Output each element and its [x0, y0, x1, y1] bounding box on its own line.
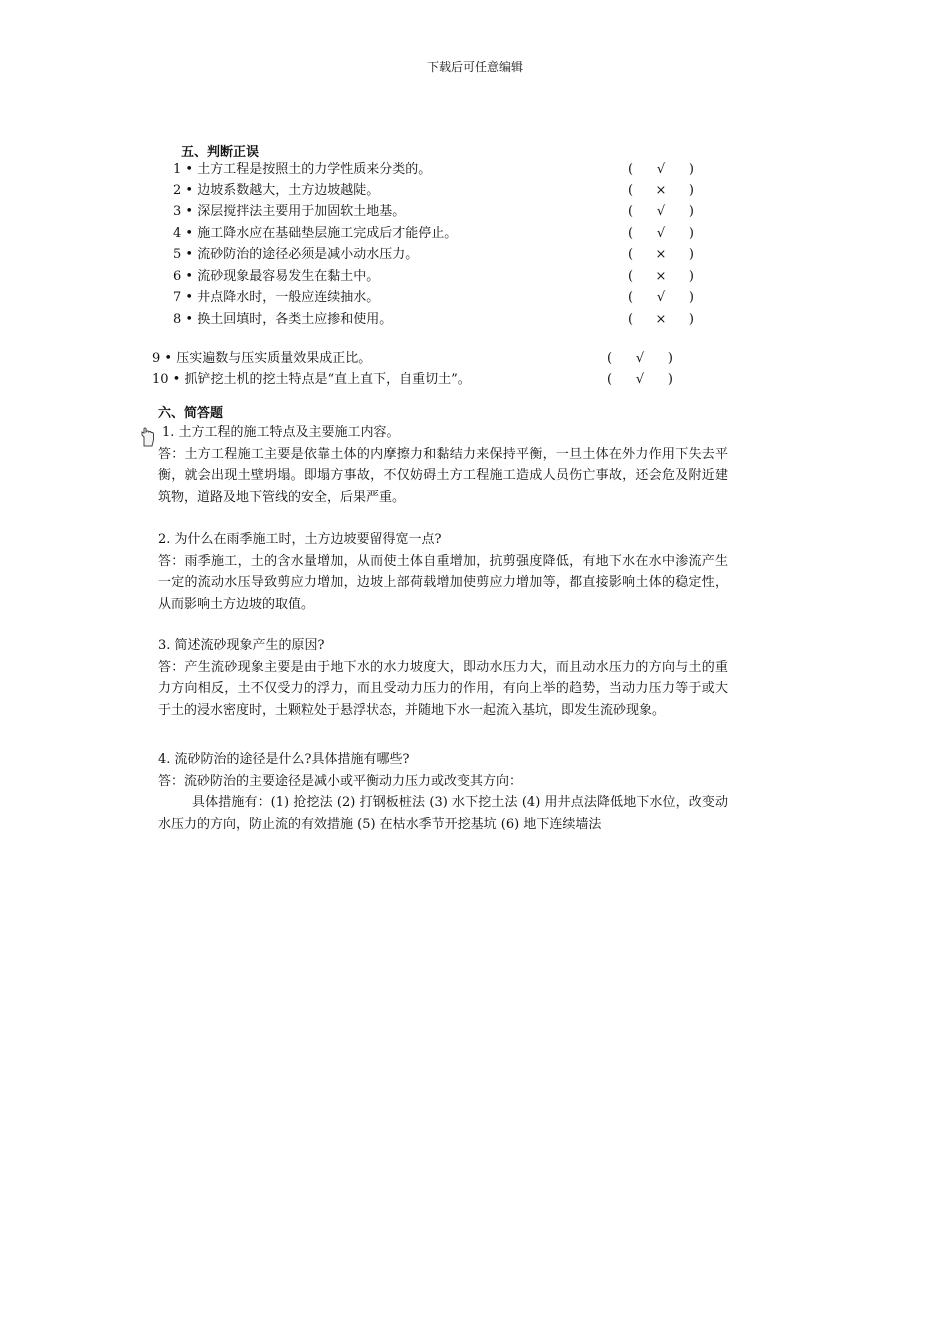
answer-mark: ( × ): [628, 310, 694, 330]
true-false-item: 9 • 压实遍数与压实质量效果成正比。: [152, 351, 372, 366]
answer-mark: ( √ ): [607, 349, 673, 369]
hand-cursor-icon: [141, 427, 155, 447]
question-block-1: [158, 422, 728, 508]
answer-mark: ( √ ): [628, 160, 694, 180]
true-false-item: 3 • 深层搅拌法主要用于加固软土地基。: [173, 204, 406, 219]
section-title-true-false: 五、判断正误: [181, 145, 260, 160]
answer-mark: ( × ): [628, 245, 694, 265]
answer-mark-value: √: [656, 290, 666, 305]
answer-mark: ( × ): [628, 181, 694, 201]
question-block-3: [158, 635, 728, 721]
answer-mark-value: √: [656, 204, 666, 219]
question-block-2: [158, 529, 728, 615]
page-header: 下载后可任意编辑: [426, 60, 523, 74]
true-false-item: 7 • 井点降水时，一般应连续抽水。: [173, 290, 380, 305]
question-text: 4. 流砂防治的途径是什么?具体措施有哪些?: [158, 752, 410, 767]
answer-mark-value: ×: [655, 183, 667, 198]
answer-text: 答：雨季施工，土的含水量增加，从而使土体自重增加，抗剪强度降低，有地下水在水中渗流产生一定的流动水压导致剪应力增加，边坡上部荷载增加使剪应力增加等，都直接影响土体的稳定性，从而影响土方边坡的取值。: [158, 553, 728, 612]
measures-text: 具体措施有：(1) 抢挖法 (2) 打钢板桩法 (3) 水下挖土法 (4) 用井点法降低地下水位，改变动水压力的方向，防止流的有效措施 (5) 在枯水季节开挖基坑 (6) 地下连续墙法: [158, 795, 728, 832]
answer-mark-value: √: [635, 351, 645, 366]
section-title-short-answer: 六、简答题: [158, 406, 224, 421]
true-false-item: 6 • 流砂现象最容易发生在黏土中。: [173, 269, 380, 284]
answer-mark: ( √ ): [607, 370, 673, 390]
answer-mark-value: √: [656, 162, 666, 177]
true-false-item: 1 • 土方工程是按照土的力学性质来分类的。: [173, 162, 432, 177]
answer-text: 答：流砂防治的主要途径是减小或平衡动力压力或改变其方向：: [158, 773, 523, 789]
answer-mark-value: ×: [655, 312, 667, 327]
answer-mark: ( √ ): [628, 224, 694, 244]
answer-text: 答：产生流砂现象主要是由于地下水的水力坡度大，即动水压力大，而且动水压力的方向与土的重力方向相反，土不仅受力的浮力，而且受动力压力的作用，有向上举的趋势，当动力压力等于或大于土的浸水密度时，土颗粒处于悬浮状态，并随地下水一起流入基坑，即发生流砂现象。: [158, 659, 728, 718]
answer-mark-value: √: [656, 226, 666, 241]
true-false-item: 2 • 边坡系数越大，土方边坡越陡。: [173, 183, 380, 198]
answer-mark-value: ×: [655, 247, 667, 262]
answer-mark-value: √: [635, 372, 645, 387]
answer-mark-value: ×: [655, 269, 667, 284]
question-text: 3. 简述流砂现象产生的原因?: [158, 638, 325, 653]
question-block-4: [158, 749, 728, 835]
answer-text: 答：土方工程施工主要是依靠土体的内摩擦力和黏结力来保持平衡，一旦土体在外力作用下失去平衡，就会出现土壁坍塌。即塌方事故，不仅妨碍土方工程施工造成人员伤亡事故，还会危及附近建筑物，道路及地下管线的安全，后果严重。: [158, 446, 728, 505]
answer-mark: ( × ): [628, 267, 694, 287]
true-false-item: 8 • 换土回填时，各类土应掺和使用。: [173, 312, 393, 327]
question-text: 1. 土方工程的施工特点及主要施工内容。: [162, 425, 400, 440]
true-false-item: 5 • 流砂防治的途径必须是减小动水压力。: [173, 247, 419, 262]
answer-mark: ( √ ): [628, 288, 694, 308]
question-text: 2. 为什么在雨季施工时，土方边坡要留得宽一点?: [158, 532, 442, 547]
answer-mark: ( √ ): [628, 202, 694, 222]
true-false-item: 4 • 施工降水应在基础垫层施工完成后才能停止。: [173, 226, 458, 241]
true-false-item: 10 • 抓铲挖土机的挖土特点是“直上直下，自重切土”。: [152, 372, 471, 387]
